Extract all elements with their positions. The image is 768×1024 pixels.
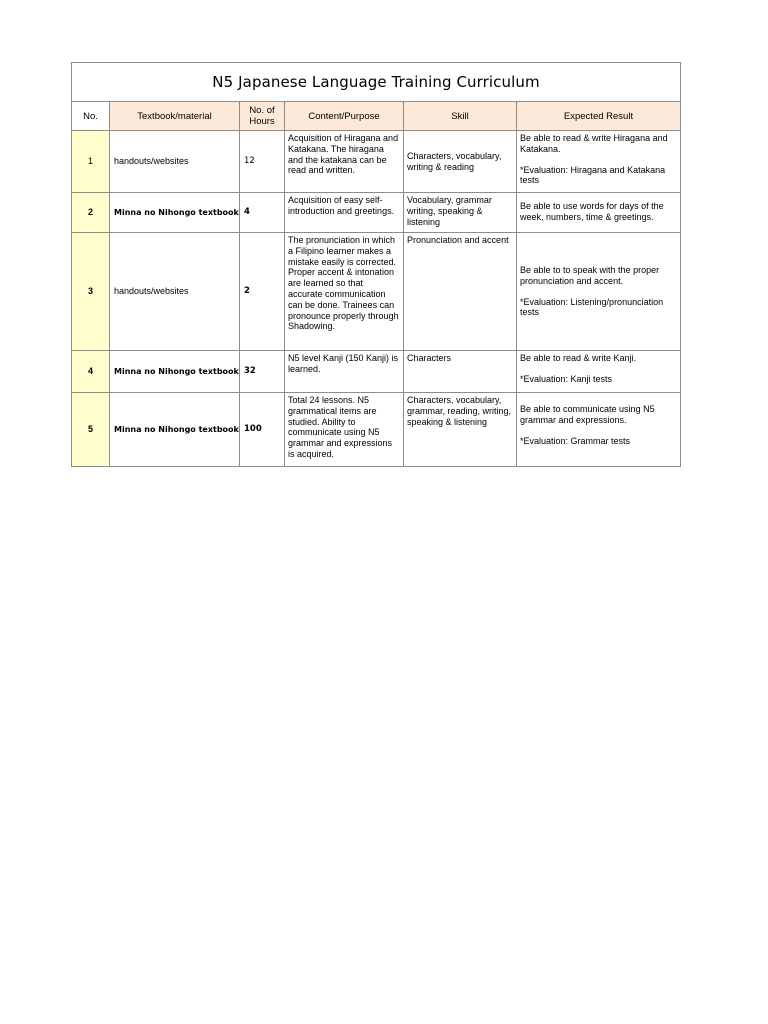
row-material: Minna no Nihongo textbook bbox=[110, 351, 240, 393]
row-result bbox=[517, 233, 681, 351]
row-content: Acquisition of easy self-introduction and greetings. bbox=[285, 193, 404, 233]
row-number: 4 bbox=[72, 351, 110, 393]
row-result-text: Be able to use words for days of the week, numbers, time & greetings. bbox=[520, 201, 664, 222]
row-result-text: Be able to read & write Hiragana and Katakana. bbox=[520, 133, 668, 154]
row-result-text: Be able to read & write Kanji. bbox=[520, 353, 637, 363]
row-content: The pronunciation in which a Filipino learner makes a mistake easily is corrected. Proper accent & intonation are learned so that accurate communication can be done. Trainees can pronounce properly through Shadowing. bbox=[285, 233, 404, 351]
header-content: Content/Purpose bbox=[285, 102, 404, 131]
row-evaluation: *Evaluation: Kanji tests bbox=[520, 373, 613, 384]
table-row bbox=[72, 193, 681, 233]
row-skill: Characters, vocabulary, grammar, reading, writing, speaking & listening bbox=[404, 393, 517, 467]
header-result: Expected Result bbox=[517, 102, 681, 131]
row-hours: 2 bbox=[240, 233, 285, 351]
row-number: 1 bbox=[72, 131, 110, 193]
page-title: N5 Japanese Language Training Curriculum bbox=[72, 63, 681, 102]
row-result bbox=[517, 131, 681, 193]
row-hours: 4 bbox=[240, 193, 285, 233]
row-result bbox=[517, 351, 681, 393]
header-skill: Skill bbox=[404, 102, 517, 131]
row-content: N5 level Kanji (150 Kanji) is learned. bbox=[285, 351, 404, 393]
row-evaluation: *Evaluation: Grammar tests bbox=[520, 435, 631, 446]
row-hours: 12 bbox=[240, 131, 285, 193]
row-material: handouts/websites bbox=[110, 131, 240, 193]
header-no: No. bbox=[72, 102, 110, 131]
row-result bbox=[517, 193, 681, 233]
row-content: Total 24 lessons. N5 grammatical items are studied. Ability to communicate using N5 grammar and expressions is acquired. bbox=[285, 393, 404, 467]
row-material: Minna no Nihongo textbook bbox=[110, 193, 240, 233]
row-hours: 32 bbox=[240, 351, 285, 393]
row-number: 5 bbox=[72, 393, 110, 467]
header-row bbox=[72, 102, 681, 131]
row-hours: 100 bbox=[240, 393, 285, 467]
row-skill: Characters, vocabulary, writing & reading bbox=[404, 131, 517, 193]
row-material: handouts/websites bbox=[110, 233, 240, 351]
row-skill: Characters bbox=[404, 351, 517, 393]
row-content: Acquisition of Hiragana and Katakana. The hiragana and the katakana can be read and written. bbox=[285, 131, 404, 193]
table-row bbox=[72, 131, 681, 193]
table-row bbox=[72, 393, 681, 467]
row-result-text: Be able to communicate using N5 grammar and expressions. bbox=[520, 404, 655, 425]
row-result bbox=[517, 393, 681, 467]
row-result-text: Be able to to speak with the proper pronunciation and accent. bbox=[520, 264, 660, 286]
row-number: 3 bbox=[72, 233, 110, 351]
header-material: Textbook/material bbox=[110, 102, 240, 131]
row-skill: Pronunciation and accent bbox=[404, 233, 517, 351]
row-skill: Vocabulary, grammar writing, speaking & listening bbox=[404, 193, 517, 233]
curriculum-table bbox=[71, 62, 681, 467]
table-row bbox=[72, 233, 681, 351]
row-material: Minna no Nihongo textbook bbox=[110, 393, 240, 467]
table-row bbox=[72, 351, 681, 393]
row-evaluation: *Evaluation: Listening/pronunciation tests bbox=[520, 296, 664, 318]
row-number: 2 bbox=[72, 193, 110, 233]
header-hours: No. of Hours bbox=[240, 102, 285, 131]
row-evaluation: *Evaluation: Hiragana and Katakana tests bbox=[520, 164, 666, 186]
